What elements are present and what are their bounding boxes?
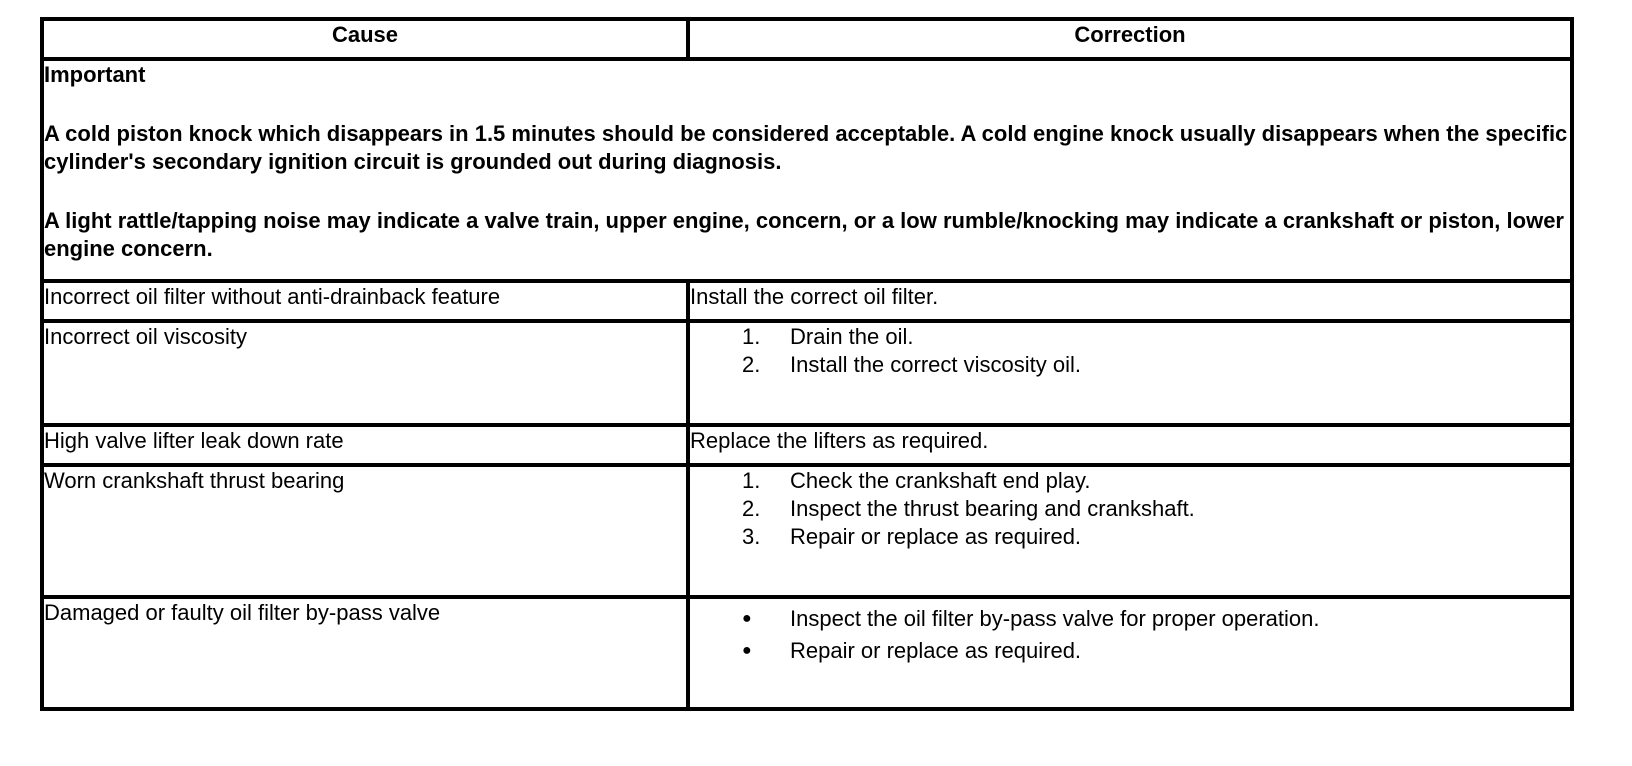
important-paragraph-1: A cold piston knock which disappears in 1.5 minutes should be considered acceptable. A cold engine knock usually disappears when the specific cylinder's secondary ignition circuit is grounded out during diagnosis. (44, 121, 1568, 174)
step-number: 1. (742, 468, 761, 493)
step-text: Repair or replace as required. (790, 524, 1082, 549)
bullet-icon: ● (742, 642, 752, 659)
step-text: Inspect the thrust bearing and crankshaft. (790, 496, 1195, 521)
correction-cell (688, 321, 1572, 425)
cause-cell: Worn crankshaft thrust bearing (42, 465, 688, 597)
table-row (42, 281, 1572, 321)
list-item (742, 637, 1570, 665)
correction-bullets-list (690, 599, 1570, 665)
important-note (42, 59, 1572, 281)
bullet-text: Repair or replace as required. (790, 638, 1082, 663)
step-number: 1. (742, 324, 761, 349)
step-text: Install the correct viscosity oil. (790, 352, 1081, 377)
list-item (742, 523, 1570, 551)
cause-cell: Incorrect oil viscosity (42, 321, 688, 425)
list-item (742, 351, 1570, 379)
step-text: Drain the oil. (790, 324, 914, 349)
correction-cell (688, 597, 1572, 709)
table-row (42, 425, 1572, 465)
correction-steps-list (690, 323, 1570, 379)
table-row (42, 465, 1572, 597)
list-item (742, 323, 1570, 351)
bullet-icon: ● (742, 610, 752, 627)
diagnosis-table (40, 17, 1574, 711)
correction-cell: Install the correct oil filter. (688, 281, 1572, 321)
step-number: 3. (742, 524, 761, 549)
cause-cell: High valve lifter leak down rate (42, 425, 688, 465)
correction-cell: Replace the lifters as required. (688, 425, 1572, 465)
important-paragraph-2: A light rattle/tapping noise may indicate a valve train, upper engine, concern, or a low rumble/knocking may indicate a crankshaft or piston, lower engine concern. (44, 208, 1564, 261)
correction-header: Correction (688, 19, 1572, 59)
correction-cell (688, 465, 1572, 597)
cause-cell: Incorrect oil filter without anti-drainback feature (42, 281, 688, 321)
list-item (742, 467, 1570, 495)
header-row (42, 19, 1572, 59)
correction-steps-list (690, 467, 1570, 551)
table-row (42, 597, 1572, 709)
list-item (742, 495, 1570, 523)
bullet-text: Inspect the oil filter by-pass valve for proper operation. (790, 606, 1320, 631)
step-number: 2. (742, 352, 761, 377)
step-text: Check the crankshaft end play. (790, 468, 1091, 493)
cause-header: Cause (42, 19, 688, 59)
important-row (42, 59, 1572, 281)
table-row (42, 321, 1572, 425)
cause-cell: Damaged or faulty oil filter by-pass valve (42, 597, 688, 709)
step-number: 2. (742, 496, 761, 521)
important-title: Important (44, 62, 146, 87)
list-item (742, 605, 1570, 633)
